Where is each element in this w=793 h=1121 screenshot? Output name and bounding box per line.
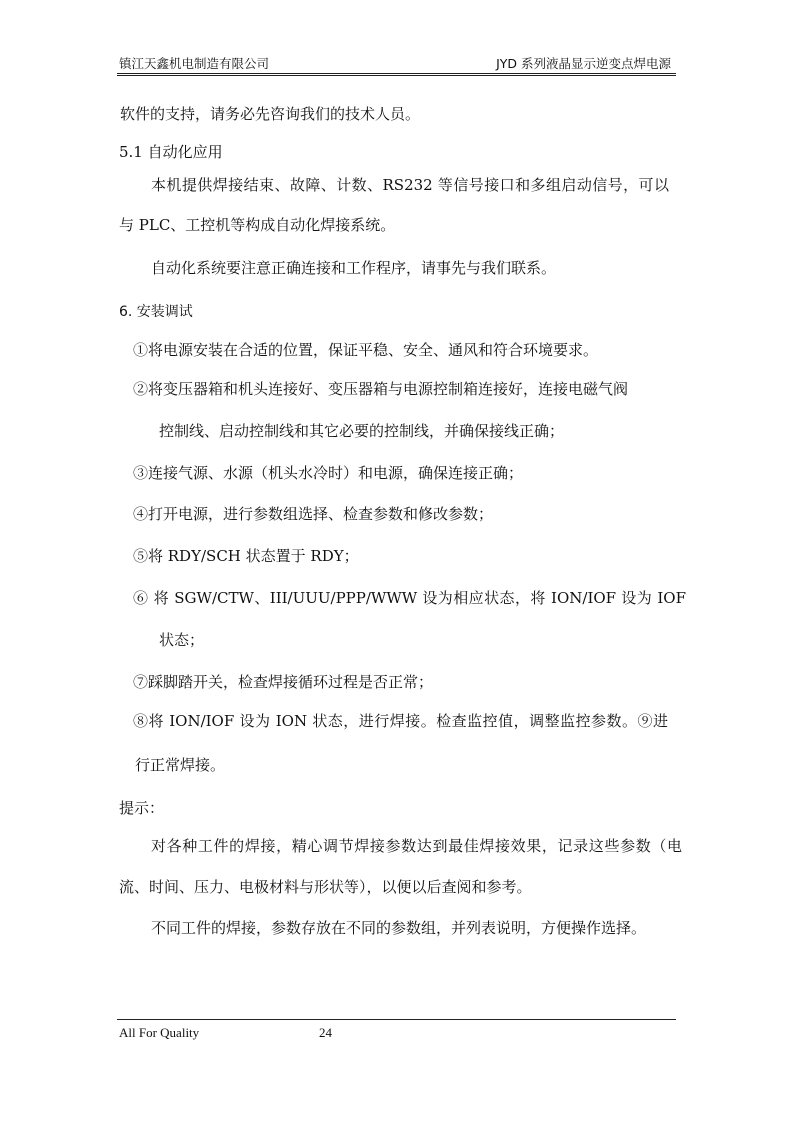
page-number: 24 (319, 1025, 332, 1040)
tips-para1-line2: 流、时间、压力、电极材料与形状等），以便以后查阅和参考。 (119, 878, 532, 896)
step-5: ⑤将 RDY/SCH 状态置于 RDY； (133, 547, 359, 565)
section-5-1-para2: 自动化系统要注意正确连接和工作程序，请事先与我们联系。 (151, 259, 557, 277)
step-1: ①将电源安装在合适的位置，保证平稳、安全、通风和符合环境要求。 (133, 341, 599, 359)
step-4: ④打开电源，进行参数组选择、检查参数和修改参数； (133, 505, 494, 523)
step-6-line1: ⑥ 将 SGW/CTW、III/UUU/PPP/WWW 设为相应状态，将 ION/IOF 设为 IOF (133, 589, 686, 607)
tips-heading: 提示： (119, 799, 165, 817)
section-5-1-heading: 5.1 自动化应用 (119, 143, 223, 161)
header-product: JYD 系列液晶显示逆变点焊电源 (496, 56, 671, 71)
step-2-line1: ②将变压器箱和机头连接好、变压器箱与电源控制箱连接好，连接电磁气阀 (133, 380, 629, 398)
step-7: ⑦踩脚踏开关，检查焊接循环过程是否正常； (133, 673, 434, 691)
section-5-1-para1-line1: 本机提供焊接结束、故障、计数、RS232 等信号接口和多组启动信号，可以 (151, 176, 669, 194)
tips-para2: 不同工件的焊接，参数存放在不同的参数组，并列表说明，方便操作选择。 (151, 919, 647, 937)
footer-divider (117, 1019, 676, 1020)
intro-line: 软件的支持，请务必先咨询我们的技术人员。 (120, 105, 421, 123)
section-5-1-para1-line2: 与 PLC、工控机等构成自动化焊接系统。 (119, 216, 396, 234)
step-3: ③连接气源、水源（机头水冷时）和电源，确保连接正确； (133, 464, 524, 482)
step-8-line2: 行正常焊接。 (135, 756, 226, 774)
header-divider (117, 73, 676, 76)
section-6-heading: 6. 安装调试 (119, 304, 193, 320)
step-8-line1: ⑧将 ION/IOF 设为 ION 状态，进行焊接。检查监控值，调整监控参数。⑨进 (133, 712, 668, 730)
step-2-line2: 控制线、启动控制线和其它必要的控制线，并确保接线正确； (159, 422, 565, 440)
step-6-line2: 状态； (159, 631, 205, 649)
footer-slogan: All For Quality (119, 1025, 200, 1040)
header-company: 镇江天鑫机电制造有限公司 (119, 56, 270, 71)
tips-para1-line1: 对各种工件的焊接，精心调节焊接参数达到最佳焊接效果，记录这些参数（电 (151, 837, 682, 855)
